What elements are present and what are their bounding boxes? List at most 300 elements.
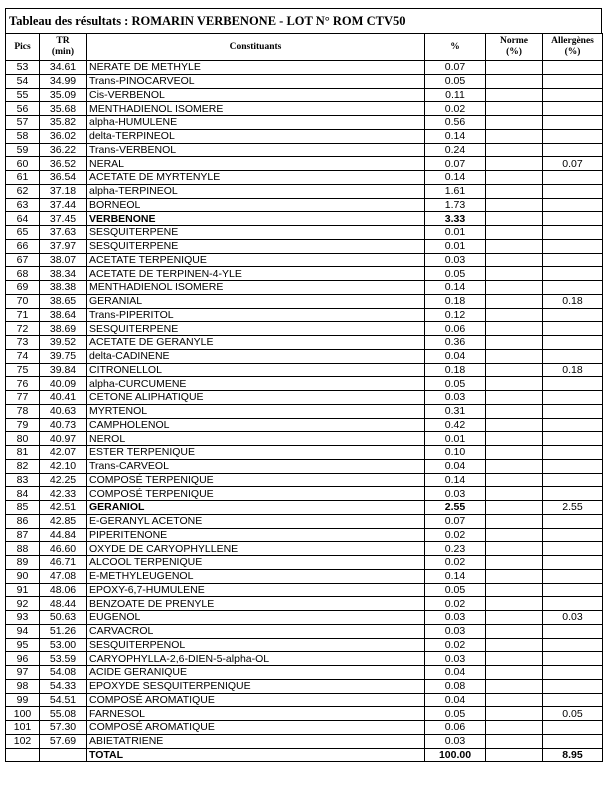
allergene-cell bbox=[543, 198, 603, 212]
pic-cell: 76 bbox=[6, 377, 40, 391]
allergene-cell bbox=[543, 597, 603, 611]
total-allergene: 8.95 bbox=[543, 748, 603, 762]
pic-cell: 86 bbox=[6, 514, 40, 528]
tr-cell: 53.59 bbox=[40, 652, 87, 666]
tr-cell: 38.64 bbox=[40, 308, 87, 322]
constituant-cell: ACETATE DE TERPINEN-4-YLE bbox=[87, 267, 425, 281]
allergene-cell bbox=[543, 61, 603, 75]
tr-cell: 36.54 bbox=[40, 171, 87, 185]
pic-cell: 61 bbox=[6, 171, 40, 185]
constituant-cell: OXYDE DE CARYOPHYLLENE bbox=[87, 542, 425, 556]
allergene-cell bbox=[543, 171, 603, 185]
pct-cell: 0.24 bbox=[425, 143, 486, 157]
norme-cell bbox=[486, 652, 543, 666]
tr-cell: 38.34 bbox=[40, 267, 87, 281]
pic-cell: 67 bbox=[6, 253, 40, 267]
pct-cell: 0.18 bbox=[425, 294, 486, 308]
tr-cell: 39.52 bbox=[40, 336, 87, 350]
pic-cell: 91 bbox=[6, 583, 40, 597]
pic-cell: 89 bbox=[6, 556, 40, 570]
norme-cell bbox=[486, 198, 543, 212]
pic-cell: 55 bbox=[6, 88, 40, 102]
table-row bbox=[6, 734, 603, 748]
tr-cell: 40.09 bbox=[40, 377, 87, 391]
pic-cell: 62 bbox=[6, 184, 40, 198]
table-row bbox=[6, 267, 603, 281]
pic-cell: 82 bbox=[6, 459, 40, 473]
table-row bbox=[6, 212, 603, 226]
table-row bbox=[6, 418, 603, 432]
constituant-cell: E-GERANYL ACETONE bbox=[87, 514, 425, 528]
constituant-cell: PIPERITENONE bbox=[87, 528, 425, 542]
pct-cell: 0.42 bbox=[425, 418, 486, 432]
tr-cell: 40.97 bbox=[40, 432, 87, 446]
table-row bbox=[6, 556, 603, 570]
tr-cell: 57.69 bbox=[40, 734, 87, 748]
pct-cell: 0.06 bbox=[425, 322, 486, 336]
tr-cell: 37.44 bbox=[40, 198, 87, 212]
tr-cell: 39.84 bbox=[40, 363, 87, 377]
tr-cell: 55.08 bbox=[40, 707, 87, 721]
pct-cell: 0.11 bbox=[425, 88, 486, 102]
tr-cell: 37.18 bbox=[40, 184, 87, 198]
norme-cell bbox=[486, 501, 543, 515]
norme-cell bbox=[486, 638, 543, 652]
constituant-cell: MENTHADIENOL ISOMERE bbox=[87, 102, 425, 116]
allergene-cell bbox=[543, 459, 603, 473]
norme-cell bbox=[486, 377, 543, 391]
norme-cell bbox=[486, 116, 543, 130]
tr-cell: 40.63 bbox=[40, 404, 87, 418]
allergene-cell: 0.03 bbox=[543, 611, 603, 625]
allergene-cell bbox=[543, 322, 603, 336]
norme-cell bbox=[486, 597, 543, 611]
total-tr-cell bbox=[40, 748, 87, 762]
norme-cell bbox=[486, 308, 543, 322]
pct-cell: 0.02 bbox=[425, 638, 486, 652]
pic-cell: 88 bbox=[6, 542, 40, 556]
tr-cell: 48.06 bbox=[40, 583, 87, 597]
constituant-cell: ALCOOL TERPENIQUE bbox=[87, 556, 425, 570]
constituant-cell: Trans-PIPERITOL bbox=[87, 308, 425, 322]
allergene-cell bbox=[543, 349, 603, 363]
tr-cell: 37.45 bbox=[40, 212, 87, 226]
header-row bbox=[6, 34, 603, 61]
pct-cell: 0.05 bbox=[425, 707, 486, 721]
norme-cell bbox=[486, 129, 543, 143]
tr-cell: 38.07 bbox=[40, 253, 87, 267]
pic-cell: 68 bbox=[6, 267, 40, 281]
pct-cell: 0.04 bbox=[425, 693, 486, 707]
tr-cell: 50.63 bbox=[40, 611, 87, 625]
pct-cell: 0.14 bbox=[425, 129, 486, 143]
allergene-cell bbox=[543, 88, 603, 102]
tr-cell: 36.22 bbox=[40, 143, 87, 157]
table-row bbox=[6, 336, 603, 350]
table-row bbox=[6, 308, 603, 322]
total-pct: 100.00 bbox=[425, 748, 486, 762]
norme-cell bbox=[486, 253, 543, 267]
pic-cell: 83 bbox=[6, 473, 40, 487]
pct-cell: 0.03 bbox=[425, 253, 486, 267]
tr-cell: 37.63 bbox=[40, 226, 87, 240]
constituant-cell: MYRTENOL bbox=[87, 404, 425, 418]
norme-cell bbox=[486, 102, 543, 116]
constituant-cell: EPOXYDE SESQUITERPENIQUE bbox=[87, 679, 425, 693]
tr-cell: 40.73 bbox=[40, 418, 87, 432]
constituant-cell: alpha-HUMULENE bbox=[87, 116, 425, 130]
table-row bbox=[6, 377, 603, 391]
constituant-cell: ACETATE DE GERANYLE bbox=[87, 336, 425, 350]
total-norme bbox=[486, 748, 543, 762]
tr-cell: 34.61 bbox=[40, 61, 87, 75]
constituant-cell: SESQUITERPENOL bbox=[87, 638, 425, 652]
tr-cell: 54.33 bbox=[40, 679, 87, 693]
tr-cell: 42.25 bbox=[40, 473, 87, 487]
constituant-cell: NERAL bbox=[87, 157, 425, 171]
tr-cell: 42.07 bbox=[40, 446, 87, 460]
pct-cell: 0.01 bbox=[425, 226, 486, 240]
table-row bbox=[6, 501, 603, 515]
pct-cell: 0.01 bbox=[425, 239, 486, 253]
norme-cell bbox=[486, 212, 543, 226]
allergene-cell: 0.07 bbox=[543, 157, 603, 171]
table-row bbox=[6, 542, 603, 556]
table-row bbox=[6, 624, 603, 638]
allergene-cell bbox=[543, 267, 603, 281]
allergene-cell bbox=[543, 583, 603, 597]
constituant-cell: ACETATE DE MYRTENYLE bbox=[87, 171, 425, 185]
total-label: TOTAL bbox=[87, 748, 425, 762]
tr-cell: 35.09 bbox=[40, 88, 87, 102]
norme-cell bbox=[486, 514, 543, 528]
constituant-cell: E-METHYLEUGENOL bbox=[87, 569, 425, 583]
tr-cell: 36.52 bbox=[40, 157, 87, 171]
constituant-cell: EPOXY-6,7-HUMULENE bbox=[87, 583, 425, 597]
table-row bbox=[6, 363, 603, 377]
norme-cell bbox=[486, 734, 543, 748]
pic-cell: 57 bbox=[6, 116, 40, 130]
table-row bbox=[6, 666, 603, 680]
norme-cell bbox=[486, 404, 543, 418]
norme-cell bbox=[486, 363, 543, 377]
constituant-cell: delta-TERPINEOL bbox=[87, 129, 425, 143]
allergene-cell bbox=[543, 336, 603, 350]
constituant-cell: BORNEOL bbox=[87, 198, 425, 212]
norme-cell bbox=[486, 157, 543, 171]
pic-cell: 56 bbox=[6, 102, 40, 116]
pic-cell: 72 bbox=[6, 322, 40, 336]
table-row bbox=[6, 116, 603, 130]
allergene-cell bbox=[543, 528, 603, 542]
pic-cell: 75 bbox=[6, 363, 40, 377]
pct-cell: 0.23 bbox=[425, 542, 486, 556]
constituant-cell: SESQUITERPENE bbox=[87, 322, 425, 336]
allergene-cell bbox=[543, 226, 603, 240]
pct-cell: 0.04 bbox=[425, 349, 486, 363]
allergene-cell bbox=[543, 404, 603, 418]
allergene-cell bbox=[543, 473, 603, 487]
pct-cell: 0.56 bbox=[425, 116, 486, 130]
header-allergenes bbox=[543, 34, 603, 61]
pic-cell: 95 bbox=[6, 638, 40, 652]
constituant-cell: NERATE DE METHYLE bbox=[87, 61, 425, 75]
tr-cell: 44.84 bbox=[40, 528, 87, 542]
pct-cell: 1.73 bbox=[425, 198, 486, 212]
pct-cell: 0.07 bbox=[425, 61, 486, 75]
constituant-cell: CITRONELLOL bbox=[87, 363, 425, 377]
pic-cell: 65 bbox=[6, 226, 40, 240]
pct-cell: 0.18 bbox=[425, 363, 486, 377]
pic-cell: 79 bbox=[6, 418, 40, 432]
tr-cell: 54.51 bbox=[40, 693, 87, 707]
norme-cell bbox=[486, 707, 543, 721]
pct-cell: 0.04 bbox=[425, 666, 486, 680]
allergene-cell bbox=[543, 514, 603, 528]
pct-cell: 0.06 bbox=[425, 721, 486, 735]
tr-cell: 51.26 bbox=[40, 624, 87, 638]
pic-cell: 101 bbox=[6, 721, 40, 735]
constituant-cell: CARYOPHYLLA-2,6-DIEN-5-alpha-OL bbox=[87, 652, 425, 666]
pic-cell: 99 bbox=[6, 693, 40, 707]
table-row bbox=[6, 198, 603, 212]
table-row bbox=[6, 652, 603, 666]
pic-cell: 73 bbox=[6, 336, 40, 350]
norme-cell bbox=[486, 624, 543, 638]
allergene-cell bbox=[543, 418, 603, 432]
pic-cell: 97 bbox=[6, 666, 40, 680]
pic-cell: 100 bbox=[6, 707, 40, 721]
allergene-cell bbox=[543, 377, 603, 391]
pct-cell: 0.03 bbox=[425, 487, 486, 501]
constituant-cell: SESQUITERPENE bbox=[87, 226, 425, 240]
allergene-cell bbox=[543, 624, 603, 638]
allergene-cell bbox=[543, 432, 603, 446]
constituant-cell: CARVACROL bbox=[87, 624, 425, 638]
tr-cell: 42.33 bbox=[40, 487, 87, 501]
pct-cell: 0.03 bbox=[425, 734, 486, 748]
table-row bbox=[6, 281, 603, 295]
norme-cell bbox=[486, 294, 543, 308]
constituant-cell: COMPOSÉ TERPENIQUE bbox=[87, 473, 425, 487]
header-pct: % bbox=[425, 34, 486, 61]
tr-cell: 47.08 bbox=[40, 569, 87, 583]
table-row bbox=[6, 432, 603, 446]
header-tr bbox=[40, 34, 87, 61]
allergene-cell bbox=[543, 679, 603, 693]
pct-cell: 0.02 bbox=[425, 556, 486, 570]
table-row bbox=[6, 611, 603, 625]
pct-cell: 0.02 bbox=[425, 528, 486, 542]
pic-cell: 93 bbox=[6, 611, 40, 625]
norme-cell bbox=[486, 611, 543, 625]
constituant-cell: CAMPHOLENOL bbox=[87, 418, 425, 432]
constituant-cell: SESQUITERPENE bbox=[87, 239, 425, 253]
tr-cell: 35.68 bbox=[40, 102, 87, 116]
table-row bbox=[6, 404, 603, 418]
pic-cell: 98 bbox=[6, 679, 40, 693]
allergene-cell bbox=[543, 212, 603, 226]
norme-cell bbox=[486, 281, 543, 295]
pct-cell: 0.02 bbox=[425, 102, 486, 116]
constituant-cell: ESTER TERPENIQUE bbox=[87, 446, 425, 460]
pct-cell: 3.33 bbox=[425, 212, 486, 226]
pct-cell: 0.14 bbox=[425, 281, 486, 295]
norme-cell bbox=[486, 239, 543, 253]
allergene-cell bbox=[543, 638, 603, 652]
table-row bbox=[6, 597, 603, 611]
tr-cell: 39.75 bbox=[40, 349, 87, 363]
table-row bbox=[6, 129, 603, 143]
tr-cell: 35.82 bbox=[40, 116, 87, 130]
table-row bbox=[6, 143, 603, 157]
table-row bbox=[6, 391, 603, 405]
allergene-cell bbox=[543, 281, 603, 295]
norme-cell bbox=[486, 184, 543, 198]
pct-cell: 0.14 bbox=[425, 171, 486, 185]
norme-cell bbox=[486, 459, 543, 473]
constituant-cell: delta-CADINENE bbox=[87, 349, 425, 363]
pct-cell: 0.03 bbox=[425, 391, 486, 405]
allergene-cell bbox=[543, 116, 603, 130]
norme-cell bbox=[486, 666, 543, 680]
tr-cell: 36.02 bbox=[40, 129, 87, 143]
pic-cell: 63 bbox=[6, 198, 40, 212]
constituant-cell: COMPOSÉ TERPENIQUE bbox=[87, 487, 425, 501]
header-allergenes-line2: (%) bbox=[564, 47, 581, 57]
allergene-cell bbox=[543, 253, 603, 267]
constituant-cell: Trans-PINOCARVEOL bbox=[87, 74, 425, 88]
pct-cell: 0.03 bbox=[425, 652, 486, 666]
pct-cell: 0.05 bbox=[425, 74, 486, 88]
table-row bbox=[6, 61, 603, 75]
norme-cell bbox=[486, 583, 543, 597]
norme-cell bbox=[486, 487, 543, 501]
tr-cell: 40.41 bbox=[40, 391, 87, 405]
table-row bbox=[6, 349, 603, 363]
allergene-cell bbox=[543, 556, 603, 570]
pct-cell: 0.05 bbox=[425, 267, 486, 281]
pct-cell: 0.08 bbox=[425, 679, 486, 693]
allergene-cell bbox=[543, 391, 603, 405]
header-allergenes-line1: Allergènes bbox=[551, 36, 594, 46]
pic-cell: 85 bbox=[6, 501, 40, 515]
allergene-cell bbox=[543, 487, 603, 501]
results-sheet bbox=[5, 8, 602, 762]
table-row bbox=[6, 239, 603, 253]
pct-cell: 0.36 bbox=[425, 336, 486, 350]
constituant-cell: ABIETATRIENE bbox=[87, 734, 425, 748]
constituant-cell: FARNESOL bbox=[87, 707, 425, 721]
constituant-cell: CETONE ALIPHATIQUE bbox=[87, 391, 425, 405]
allergene-cell bbox=[543, 143, 603, 157]
norme-cell bbox=[486, 267, 543, 281]
tr-cell: 53.00 bbox=[40, 638, 87, 652]
constituant-cell: COMPOSÉ AROMATIQUE bbox=[87, 721, 425, 735]
table-row bbox=[6, 157, 603, 171]
pct-cell: 0.05 bbox=[425, 583, 486, 597]
table-row bbox=[6, 721, 603, 735]
norme-cell bbox=[486, 556, 543, 570]
allergene-cell bbox=[543, 542, 603, 556]
pic-cell: 66 bbox=[6, 239, 40, 253]
allergene-cell bbox=[543, 129, 603, 143]
pic-cell: 94 bbox=[6, 624, 40, 638]
allergene-cell bbox=[543, 239, 603, 253]
table-row bbox=[6, 88, 603, 102]
pct-cell: 0.14 bbox=[425, 569, 486, 583]
results-table bbox=[5, 33, 603, 762]
norme-cell bbox=[486, 88, 543, 102]
table-row bbox=[6, 679, 603, 693]
allergene-cell bbox=[543, 184, 603, 198]
allergene-cell bbox=[543, 74, 603, 88]
tr-cell: 38.65 bbox=[40, 294, 87, 308]
constituant-cell: EUGENOL bbox=[87, 611, 425, 625]
table-row bbox=[6, 226, 603, 240]
pic-cell: 60 bbox=[6, 157, 40, 171]
pic-cell: 96 bbox=[6, 652, 40, 666]
norme-cell bbox=[486, 693, 543, 707]
pic-cell: 90 bbox=[6, 569, 40, 583]
allergene-cell: 0.18 bbox=[543, 294, 603, 308]
pct-cell: 0.12 bbox=[425, 308, 486, 322]
constituant-cell: BENZOATE DE PRENYLE bbox=[87, 597, 425, 611]
tr-cell: 42.51 bbox=[40, 501, 87, 515]
allergene-cell bbox=[543, 652, 603, 666]
table-row bbox=[6, 638, 603, 652]
allergene-cell bbox=[543, 721, 603, 735]
norme-cell bbox=[486, 528, 543, 542]
allergene-cell bbox=[543, 446, 603, 460]
norme-cell bbox=[486, 418, 543, 432]
table-row bbox=[6, 102, 603, 116]
header-constituants: Constituants bbox=[87, 34, 425, 61]
constituant-cell: VERBENONE bbox=[87, 212, 425, 226]
pct-cell: 0.05 bbox=[425, 377, 486, 391]
constituant-cell: alpha-TERPINEOL bbox=[87, 184, 425, 198]
pic-cell: 87 bbox=[6, 528, 40, 542]
table-row bbox=[6, 569, 603, 583]
norme-cell bbox=[486, 721, 543, 735]
table-title: Tableau des résultats : ROMARIN VERBENONE - LOT N° ROM CTV50 bbox=[5, 8, 602, 33]
table-row bbox=[6, 514, 603, 528]
table-row bbox=[6, 487, 603, 501]
tr-cell: 37.97 bbox=[40, 239, 87, 253]
pic-cell: 70 bbox=[6, 294, 40, 308]
table-row bbox=[6, 294, 603, 308]
allergene-cell bbox=[543, 308, 603, 322]
table-row bbox=[6, 583, 603, 597]
constituant-cell: COMPOSÉ AROMATIQUE bbox=[87, 693, 425, 707]
pct-cell: 0.03 bbox=[425, 624, 486, 638]
norme-cell bbox=[486, 569, 543, 583]
norme-cell bbox=[486, 349, 543, 363]
norme-cell bbox=[486, 322, 543, 336]
norme-cell bbox=[486, 679, 543, 693]
pic-cell: 54 bbox=[6, 74, 40, 88]
constituant-cell: Trans-VERBENOL bbox=[87, 143, 425, 157]
pct-cell: 0.02 bbox=[425, 597, 486, 611]
pic-cell: 102 bbox=[6, 734, 40, 748]
constituant-cell: NEROL bbox=[87, 432, 425, 446]
tr-cell: 46.71 bbox=[40, 556, 87, 570]
constituant-cell: ACETATE TERPENIQUE bbox=[87, 253, 425, 267]
header-norme bbox=[486, 34, 543, 61]
norme-cell bbox=[486, 391, 543, 405]
table-row bbox=[6, 528, 603, 542]
allergene-cell bbox=[543, 734, 603, 748]
